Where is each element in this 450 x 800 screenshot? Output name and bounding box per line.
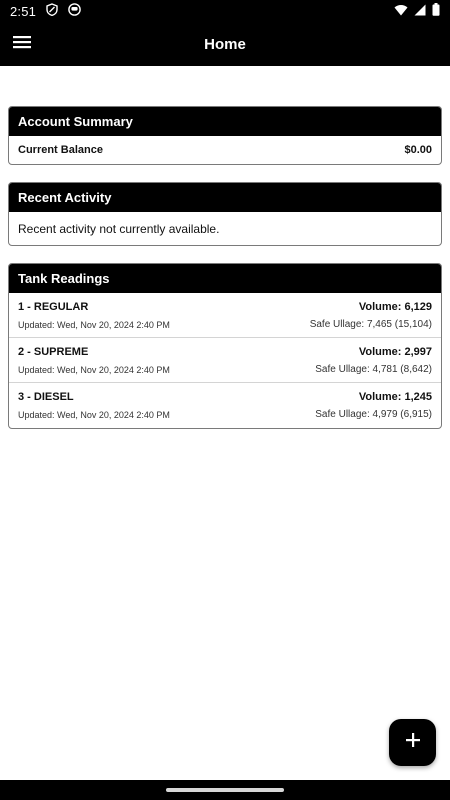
plus-icon (405, 732, 421, 753)
app-notification-icon (68, 3, 81, 19)
status-right-group (394, 3, 440, 19)
recent-activity-message: Recent activity not currently available. (18, 221, 220, 236)
tank-volume: Volume: 1,245 (358, 391, 432, 403)
tank-row[interactable] (9, 338, 441, 383)
tank-updated: Updated: Wed, Nov 20, 2024 2:40 PM (18, 410, 170, 420)
tank-volume: Volume: 2,997 (358, 346, 432, 358)
hamburger-menu-icon (13, 35, 31, 54)
tank-safe-ullage: Safe Ullage: 4,781 (8,642) (315, 364, 432, 375)
recent-activity-header: Recent Activity (9, 183, 441, 212)
tank-updated: Updated: Wed, Nov 20, 2024 2:40 PM (18, 320, 170, 330)
tank-name: 1 - REGULAR (18, 301, 89, 313)
tank-updated: Updated: Wed, Nov 20, 2024 2:40 PM (18, 365, 170, 375)
tank-safe-ullage: Safe Ullage: 4,979 (6,915) (315, 409, 432, 420)
tank-volume: Volume: 6,129 (358, 301, 432, 313)
tank-readings-header: Tank Readings (9, 264, 441, 293)
tank-row[interactable] (9, 293, 441, 338)
recent-activity-card (8, 182, 442, 246)
gesture-handle[interactable] (166, 788, 284, 792)
current-balance-label: Current Balance (18, 144, 103, 156)
tank-readings-card (8, 263, 442, 429)
current-balance-value: $0.00 (404, 144, 432, 156)
status-left-group (10, 3, 81, 19)
tank-row[interactable] (9, 383, 441, 428)
add-button[interactable] (389, 719, 436, 766)
cellular-signal-icon (414, 4, 426, 19)
current-balance-row (9, 136, 441, 164)
battery-icon (432, 3, 440, 19)
status-time: 2:51 (10, 3, 37, 19)
privacy-shield-icon (46, 3, 58, 19)
account-summary-card (8, 106, 442, 165)
wifi-icon (394, 4, 408, 19)
account-summary-header: Account Summary (9, 107, 441, 136)
app-bar (0, 22, 450, 66)
tank-name: 3 - DIESEL (18, 391, 74, 403)
system-navigation-bar (0, 780, 450, 800)
menu-button[interactable] (10, 30, 34, 58)
tank-safe-ullage: Safe Ullage: 7,465 (15,104) (309, 319, 432, 330)
tank-name: 2 - SUPREME (18, 346, 89, 358)
page-title: Home (204, 35, 246, 53)
status-bar (0, 0, 450, 22)
